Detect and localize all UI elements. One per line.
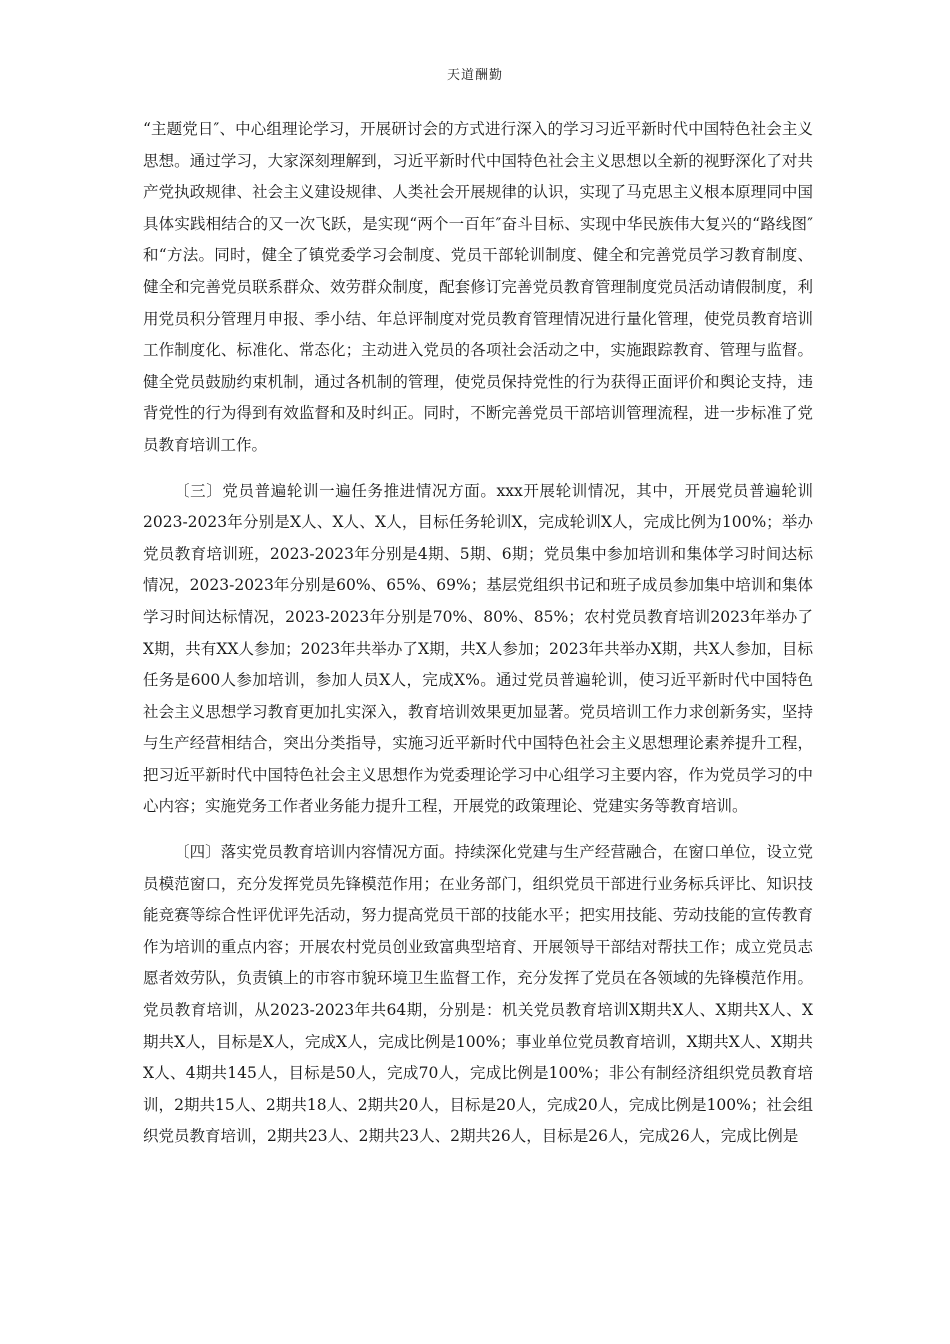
paragraph-section-three: 〔三〕党员普遍轮训一遍任务推进情况方面。xxx开展轮训情况，其中，开展党员普遍轮训2023-2023年分别是X人、X人、X人，目标任务轮训X，完成轮训X人，完成比例为100%；举办党员教育培训班，2023-2023年分别是4期、5期、6期；党员集中参加培训和集体学习时间达标情况，2023-2023年分别是60%、65%、69%；基层党组织书记和班子成员参加集中培训和集体学习时间达标情况，2023-2023年分别是70%、80%、85%；农村党员教育培训2023年举办了X期，共有XX人参加；2023年共举办了X期，共X人参加；2023年共举办X期，共X人参加，目标任务是600人参加培训，参加人员X人，完成X%。通过党员普遍轮训，使习近平新时代中国特色社会主义思想学习教育更加扎实深入，教育培训效果更加显著。党员培训工作力求创新务实，坚持与生产经营相结合，突出分类指导，实施习近平新时代中国特色社会主义思想理论素养提升工程，把习近平新时代中国特色社会主义思想作为党委理论学习中心组学习主要内容，作为党员学习的中心内容；实施党务工作者业务能力提升工程，开展党的政策理论、党建实务等教育培训。 bbox=[143, 481, 813, 816]
paragraph-continued: “主题党日″、中心组理论学习，开展研讨会的方式进行深入的学习习近平新时代中国特色社会主义思想。通过学习，大家深刻理解到，习近平新时代中国特色社会主义思想以全新的视野深化了对共产党执政规律、社会主义建设规律、人类社会开展规律的认识，实现了马克思主义根本原理同中国具体实践相结合的又一次飞跃，是实现“两个一百年″奋斗目标、实现中华民族伟大复兴的“路线图″和“方法。同时，健全了镇党委学习会制度、党员干部轮训制度、健全和完善党员学习教育制度、健全和完善党员联系群众、效劳群众制度，配套修订完善党员教育管理制度党员活动请假制度，利用党员积分管理月申报、季小结、年总评制度对党员教育管理情况进行量化管理，使党员教育培训工作制度化、标准化、常态化；主动进入党员的各项社会活动之中，实施跟踪教育、管理与监督。健全党员鼓励约束机制，通过各机制的管理，使党员保持党性的行为获得正面评价和舆论支持，违背党性的行为得到有效监督和及时纠正。同时，不断完善党员干部培训管理流程，进一步标准了党员教育培训工作。 bbox=[143, 120, 813, 454]
paragraph-gap bbox=[143, 823, 813, 837]
paragraph-section-four: 〔四〕落实党员教育培训内容情况方面。持续深化党建与生产经营融合，在窗口单位，设立党员模范窗口，充分发挥党员先锋模范作用；在业务部门，组织党员干部进行业务标兵评比、知识技能竞赛等综合性评优评先活动，努力提高党员干部的技能水平；把实用技能、劳动技能的宣传教育作为培训的重点内容；开展农村党员创业致富典型培育、开展领导干部结对帮扶工作；成立党员志愿者效劳队，负责镇上的市容市貌环境卫生监督工作，充分发挥了党员在各领域的先锋模范作用。党员教育培训，从2023-2023年共64期，分别是：机关党员教育培训X期共X人、X期共X人、X期共X人，目标是X人，完成X人，完成比例是100%；事业单位党员教育培训，X期共X人、X期共X人、4期共145人，目标是50人，完成70人，完成比例是100%；非公有制经济组织党员教育培训，2期共15人、2期共18人、2期共20人，目标是20人，完成20人，完成比例是100%；社会组织党员教育培训，2期共23人、2期共23人、2期共26人，目标是26人，完成26人，完成比例是 bbox=[143, 843, 813, 1146]
page-header: 天道酬勤 bbox=[446, 68, 503, 83]
document-body bbox=[143, 114, 813, 1153]
paragraph-gap bbox=[143, 462, 813, 476]
